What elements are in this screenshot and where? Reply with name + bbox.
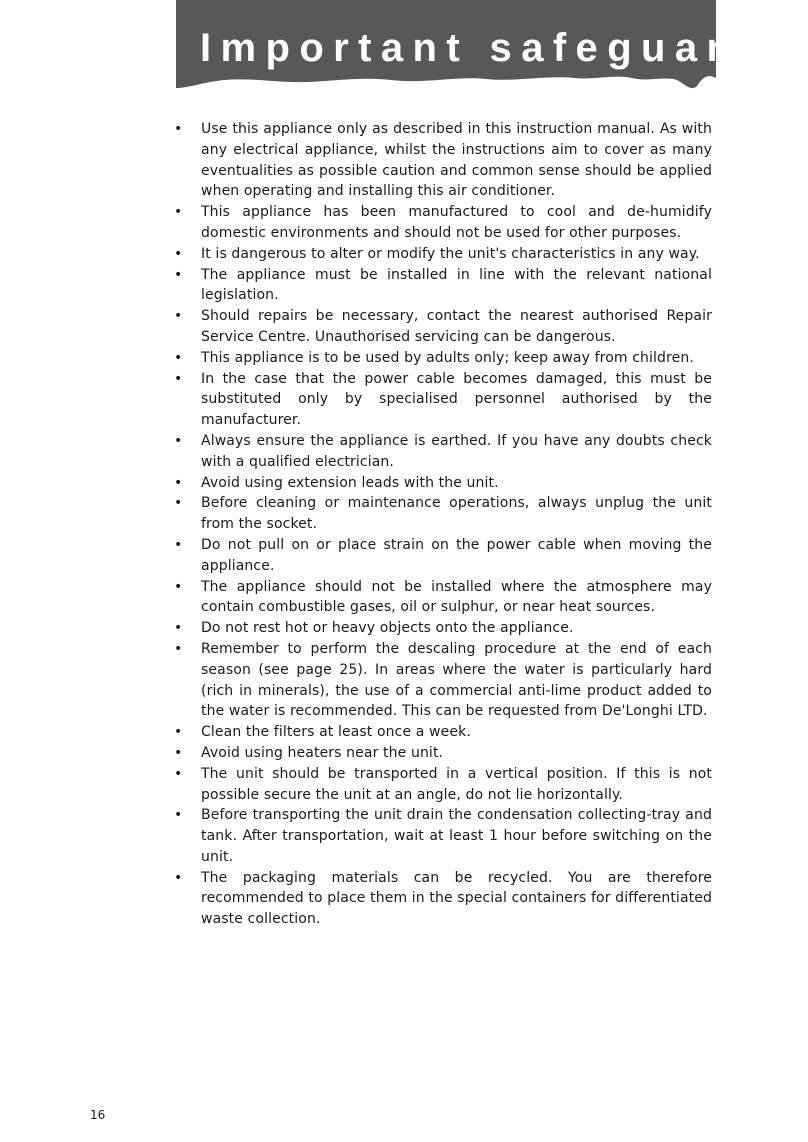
list-item: • The appliance should not be installed where the atmosphere may contain combustible gases, oil or sulphur, or near heat sources. bbox=[174, 577, 712, 619]
list-item: • The unit should be transported in a vertical position. If this is not possible secure the unit at an angle, do not lie horizontally. bbox=[174, 764, 712, 806]
list-item: • Do not rest hot or heavy objects onto the appliance. bbox=[174, 618, 712, 639]
list-item: • Always ensure the appliance is earthed. If you have any doubts check with a qualified electrician. bbox=[174, 431, 712, 473]
list-item: • Remember to perform the descaling procedure at the end of each season (see page 25). In areas where the water is particularly hard (rich in minerals), the use of a commercial anti-lime product added to the water is recommended. This can be requested from De'Longhi LTD. bbox=[174, 639, 712, 722]
list-item: • Before cleaning or maintenance operations, always unplug the unit from the socket. bbox=[174, 493, 712, 535]
list-item: • Use this appliance only as described in this instruction manual. As with any electrical appliance, whilst the instructions aim to cover as many eventualities as possible caution and common sense should be applied when operating and installing this air conditioner. bbox=[174, 119, 712, 202]
safeguards-list bbox=[174, 119, 712, 930]
list-item: • The packaging materials can be recycled. You are therefore recommended to place them in the special containers for differentiated waste collection. bbox=[174, 868, 712, 930]
list-item: • Avoid using heaters near the unit. bbox=[174, 743, 712, 764]
list-item: • It is dangerous to alter or modify the unit's characteristics in any way. bbox=[174, 244, 712, 265]
list-item: • The appliance must be installed in line with the relevant national legislation. bbox=[174, 265, 712, 307]
list-item: • Do not pull on or place strain on the power cable when moving the appliance. bbox=[174, 535, 712, 577]
page-number: 16 bbox=[90, 1108, 106, 1122]
list-item: • Avoid using extension leads with the unit. bbox=[174, 473, 712, 494]
title-banner bbox=[176, 0, 797, 92]
list-item: • This appliance has been manufactured to cool and de-humidify domestic environments and should not be used for other purposes. bbox=[174, 202, 712, 244]
list-item: • This appliance is to be used by adults only; keep away from children. bbox=[174, 348, 712, 369]
list-item: • In the case that the power cable becomes damaged, this must be substituted only by specialised personnel authorised by the manufacturer. bbox=[174, 369, 712, 431]
list-item: • Before transporting the unit drain the condensation collecting-tray and tank. After transportation, wait at least 1 hour before switching on the unit. bbox=[174, 805, 712, 867]
list-item: • Clean the filters at least once a week. bbox=[174, 722, 712, 743]
page-title: Important safeguards bbox=[200, 26, 797, 70]
list-item: • Should repairs be necessary, contact the nearest authorised Repair Service Centre. Unauthorised servicing can be dangerous. bbox=[174, 306, 712, 348]
